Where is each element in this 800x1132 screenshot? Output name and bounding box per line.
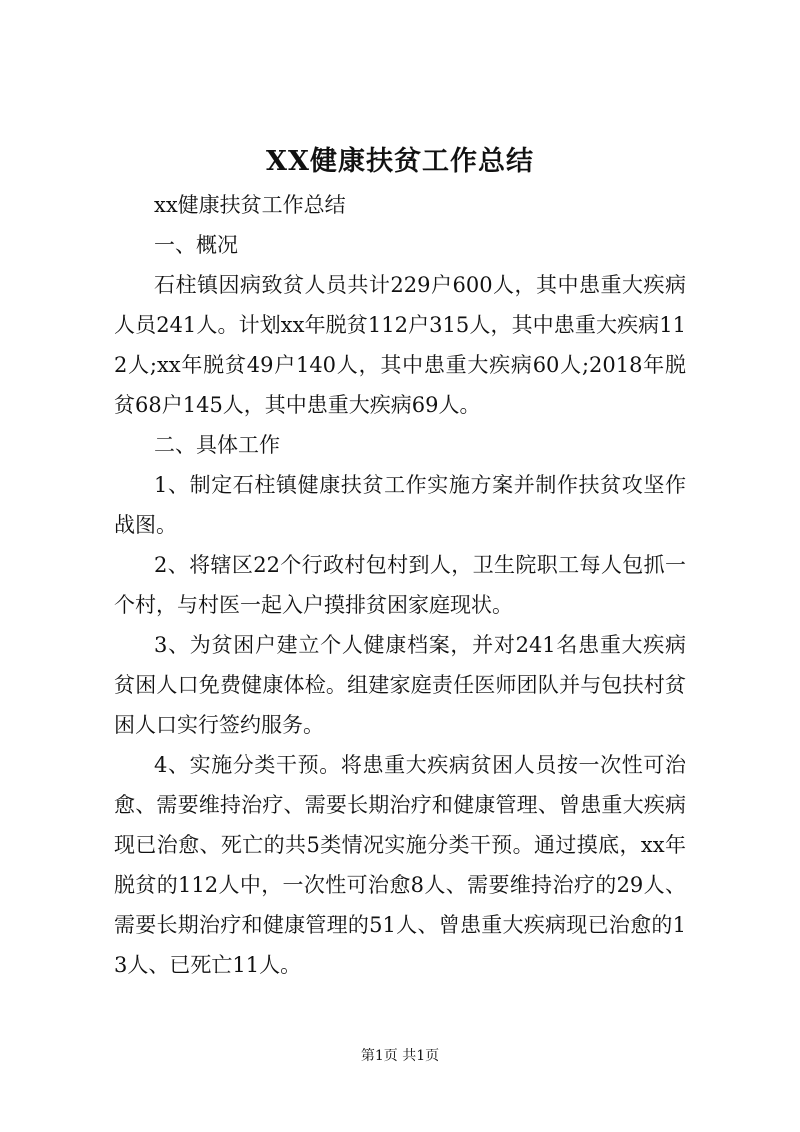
paragraph-item-3: 3、为贫困户建立个人健康档案，并对241名患重大疾病贫困人口免费健康体检。组建家庭责任医师团队并与包扶村贫困人口实行签约服务。 <box>114 633 686 737</box>
paragraph-section-heading-overview: 一、概况 <box>154 233 238 257</box>
paragraph-subtitle: xx健康扶贫工作总结 <box>154 193 346 217</box>
page-footer: 第1页 共1页 <box>360 1048 440 1064</box>
document-body <box>114 185 686 985</box>
paragraph-item-4: 4、实施分类干预。将患重大疾病贫困人员按一次性可治愈、需要维持治疗、需要长期治疗和健康管理、曾患重大疾病现已治愈、死亡的共5类情况实施分类干预。通过摸底，xx年脱贫的112人中，一次性可治愈8人、需要维持治疗的29人、需要长期治疗和健康管理的51人、曾患重大疾病现已治愈的13人、已死亡11人。 <box>114 753 686 977</box>
paragraph-item-2: 2、将辖区22个行政村包村到人，卫生院职工每人包抓一个村，与村医一起入户摸排贫困家庭现状。 <box>114 553 686 617</box>
paragraph-overview: 石柱镇因病致贫人员共计229户600人，其中患重大疾病人员241人。计划xx年脱贫112户315人，其中患重大疾病112人;xx年脱贫49户140人，其中患重大疾病60人;2018年脱贫68户145人，其中患重大疾病69人。 <box>114 273 686 417</box>
paragraph-item-1: 1、制定石柱镇健康扶贫工作实施方案并制作扶贫攻坚作战图。 <box>114 473 686 537</box>
paragraph-section-heading-work: 二、具体工作 <box>154 433 280 457</box>
document-title: XX健康扶贫工作总结 <box>266 146 534 177</box>
